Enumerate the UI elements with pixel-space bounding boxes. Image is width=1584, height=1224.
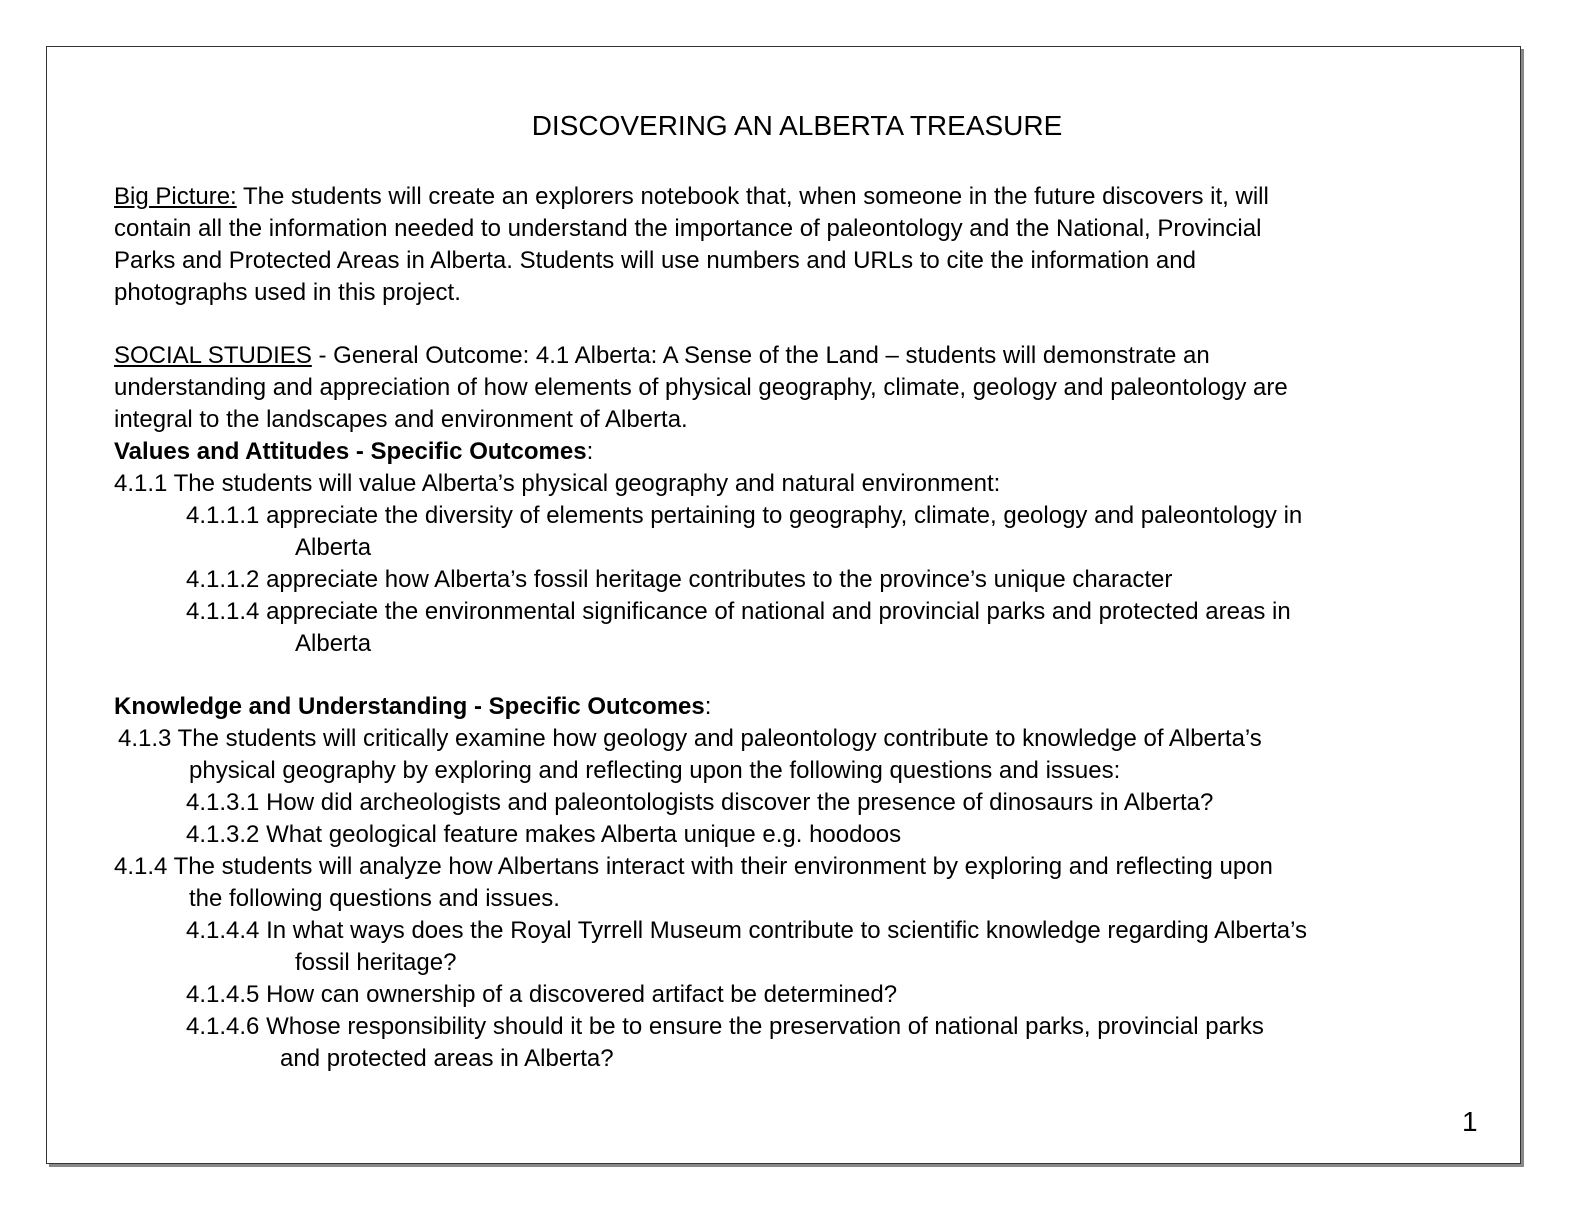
- outcome-line: 4.1.1.2 appreciate how Alberta’s fossil heritage contributes to the province’s unique character: [186, 566, 1173, 593]
- outcome-line: 4.1.4.4 In what ways does the Royal Tyrrell Museum contribute to scientific knowledge regarding Alberta’s: [186, 917, 1308, 944]
- big-picture-line: Big Picture: The students will create an explorers notebook that, when someone in the future discovers it, will: [114, 183, 1269, 210]
- outcome-line: and protected areas in Alberta?: [280, 1045, 614, 1072]
- outcome-line: 4.1.3.2 What geological feature makes Alberta unique e.g. hoodoos: [186, 821, 902, 848]
- big-picture-label: Big Picture:: [114, 183, 237, 210]
- social-studies-line: integral to the landscapes and environment of Alberta.: [114, 406, 688, 433]
- document-title: DISCOVERING AN ALBERTA TREASURE: [531, 110, 1063, 141]
- social-studies-line: SOCIAL STUDIES - General Outcome: 4.1 Alberta: A Sense of the Land – students will demonstrate an: [114, 342, 1210, 369]
- outcome-line: Alberta: [295, 630, 372, 657]
- page-number: 1: [1462, 1106, 1478, 1137]
- social-studies-line: understanding and appreciation of how elements of physical geography, climate, geology and paleontology are: [114, 374, 1288, 401]
- outcome-line: 4.1.4 The students will analyze how Albertans interact with their environment by exploring and reflecting upon: [114, 853, 1273, 880]
- outcome-line: 4.1.3 The students will critically examine how geology and paleontology contribute to knowledge of Alberta’s: [118, 725, 1262, 752]
- outcome-line: physical geography by exploring and reflecting upon the following questions and issues:: [189, 757, 1121, 784]
- outcome-line: 4.1.1.4 appreciate the environmental significance of national and provincial parks and protected areas in: [186, 598, 1291, 625]
- outcome-line: 4.1.1.1 appreciate the diversity of elements pertaining to geography, climate, geology and paleontology in: [186, 502, 1303, 529]
- outcome-line: Alberta: [295, 534, 372, 561]
- outcome-line: 4.1.3.1 How did archeologists and paleontologists discover the presence of dinosaurs in Alberta?: [186, 789, 1214, 816]
- outcome-line: 4.1.4.5 How can ownership of a discovered artifact be determined?: [186, 981, 898, 1008]
- knowledge-heading: Knowledge and Understanding - Specific Outcomes:: [114, 693, 712, 720]
- big-picture-line: contain all the information needed to understand the importance of paleontology and the National, Provincial: [114, 215, 1262, 242]
- outcome-line: fossil heritage?: [295, 949, 457, 976]
- values-heading: Values and Attitudes - Specific Outcomes:: [114, 438, 594, 465]
- big-picture-line: photographs used in this project.: [114, 279, 461, 306]
- outcome-line: 4.1.4.6 Whose responsibility should it be to ensure the preservation of national parks, provincial parks: [186, 1013, 1264, 1040]
- big-picture-line: Parks and Protected Areas in Alberta. Students will use numbers and URLs to cite the information and: [114, 247, 1196, 274]
- outcome-line: 4.1.1 The students will value Alberta’s physical geography and natural environment:: [114, 470, 1001, 497]
- outcome-line: the following questions and issues.: [189, 885, 560, 912]
- social-studies-label: SOCIAL STUDIES: [114, 342, 312, 369]
